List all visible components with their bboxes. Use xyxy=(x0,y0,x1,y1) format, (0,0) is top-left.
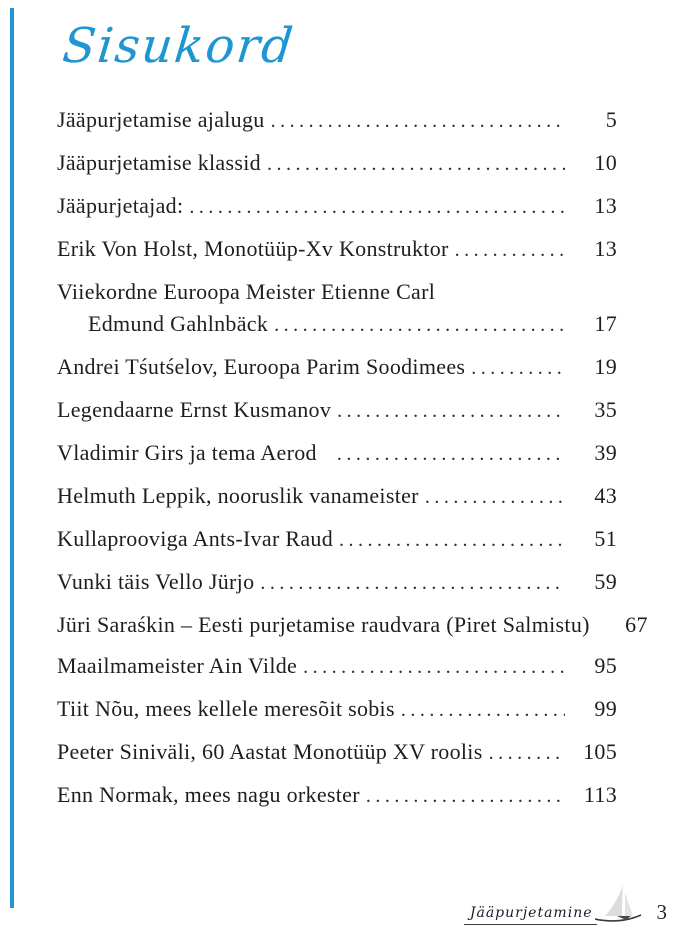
dot-leader xyxy=(260,570,565,595)
toc-entry-page-number: 5 xyxy=(605,107,617,132)
toc-entry xyxy=(57,151,617,176)
toc-entry-page-number: 13 xyxy=(594,193,617,218)
toc-entry xyxy=(57,441,617,466)
toc-entry xyxy=(57,697,617,722)
toc-entry-label: Kullaprooviga Ants-Ivar Raud xyxy=(57,526,334,551)
toc-entry-page-number: 113 xyxy=(583,782,617,807)
footer-page-number: 3 xyxy=(656,900,667,924)
toc-entry-page-number: 19 xyxy=(594,354,617,379)
toc-entry-label: Enn Normak, mees nagu orkester xyxy=(57,782,360,807)
dot-leader xyxy=(274,312,565,337)
toc-entry-label: Peeter Siniväli, 60 Aastat Monotüüp XV roolis xyxy=(57,739,483,764)
toc-entry-label: Vladimir Girs ja tema Aerod xyxy=(57,440,317,465)
toc-entry-label: Erik Von Holst, Monotüüp-Xv Konstruktor xyxy=(57,236,449,261)
iceboat-sail-icon xyxy=(597,883,645,925)
toc-entry xyxy=(57,355,617,380)
dot-leader xyxy=(189,194,565,219)
toc-entry-label: Jääpurjetajad: xyxy=(57,193,184,218)
toc-entry-page-number: 95 xyxy=(594,653,617,678)
dot-leader xyxy=(337,398,565,423)
toc-entry xyxy=(57,570,617,595)
toc-entry xyxy=(57,484,617,509)
toc-entry-label: Jüri Saraśkin – Eesti purjetamise raudvara (Piret Salmistu) xyxy=(57,612,590,637)
toc-entry-label: Tiit Nõu, mees kellele meresõit sobis xyxy=(57,696,395,721)
toc-entry-page-number: 43 xyxy=(594,483,617,508)
toc-entry xyxy=(57,280,617,337)
toc-entry-label: Andrei Tśutśelov, Euroopa Parim Soodimees xyxy=(57,354,466,379)
dot-leader xyxy=(471,355,565,380)
toc-entry-page-number: 67 xyxy=(625,612,648,637)
toc-entry-page-number: 35 xyxy=(594,397,617,422)
toc-entry-label: Viiekordne Euroopa Meister Etienne Carl xyxy=(57,279,436,304)
dot-leader xyxy=(455,237,565,262)
dot-leader xyxy=(267,151,565,176)
dot-leader xyxy=(425,484,565,509)
toc-entry-label: Helmuth Leppik, nooruslik vanameister xyxy=(57,483,419,508)
toc-entry xyxy=(57,612,648,637)
toc-entry xyxy=(57,740,617,765)
dot-leader xyxy=(489,740,565,765)
toc-entry-label: Vunki täis Vello Jürjo xyxy=(57,569,255,594)
toc-entry-page-number: 10 xyxy=(594,150,617,175)
toc-entry-label: Jääpurjetamise klassid xyxy=(57,150,261,175)
toc-entry-page-number: 99 xyxy=(594,696,617,721)
toc-entry xyxy=(57,237,617,262)
table-of-contents xyxy=(57,107,648,826)
toc-entry xyxy=(57,194,617,219)
left-accent-rule xyxy=(10,8,14,908)
toc-entry-page-number: 39 xyxy=(594,440,617,465)
footer-book-title: Jääpurjetamine xyxy=(464,905,597,925)
dot-leader xyxy=(401,697,565,722)
toc-entry-label: Jääpurjetamise ajalugu xyxy=(57,107,265,132)
page-title: Sisukord xyxy=(60,18,298,74)
dot-leader xyxy=(366,783,565,808)
page-footer xyxy=(464,883,667,925)
toc-entry xyxy=(57,527,617,552)
toc-entry-page-number: 105 xyxy=(583,739,617,764)
toc-entry xyxy=(57,783,617,808)
toc-entry-label-line2: Edmund Gahlnbäck xyxy=(88,311,269,336)
dot-leader xyxy=(337,441,565,466)
toc-entry-page-number: 51 xyxy=(594,526,617,551)
toc-entry-page-number: 17 xyxy=(594,311,617,336)
toc-entry xyxy=(57,398,617,423)
toc-entry xyxy=(57,108,617,133)
toc-entry-label: Legendaarne Ernst Kusmanov xyxy=(57,397,332,422)
dot-leader xyxy=(303,654,565,679)
dot-leader xyxy=(339,527,565,552)
toc-entry-page-number: 13 xyxy=(594,236,617,261)
toc-entry xyxy=(57,654,617,679)
dot-leader xyxy=(271,108,565,133)
toc-entry-label: Maailmameister Ain Vilde xyxy=(57,653,298,678)
toc-entry-page-number: 59 xyxy=(594,569,617,594)
